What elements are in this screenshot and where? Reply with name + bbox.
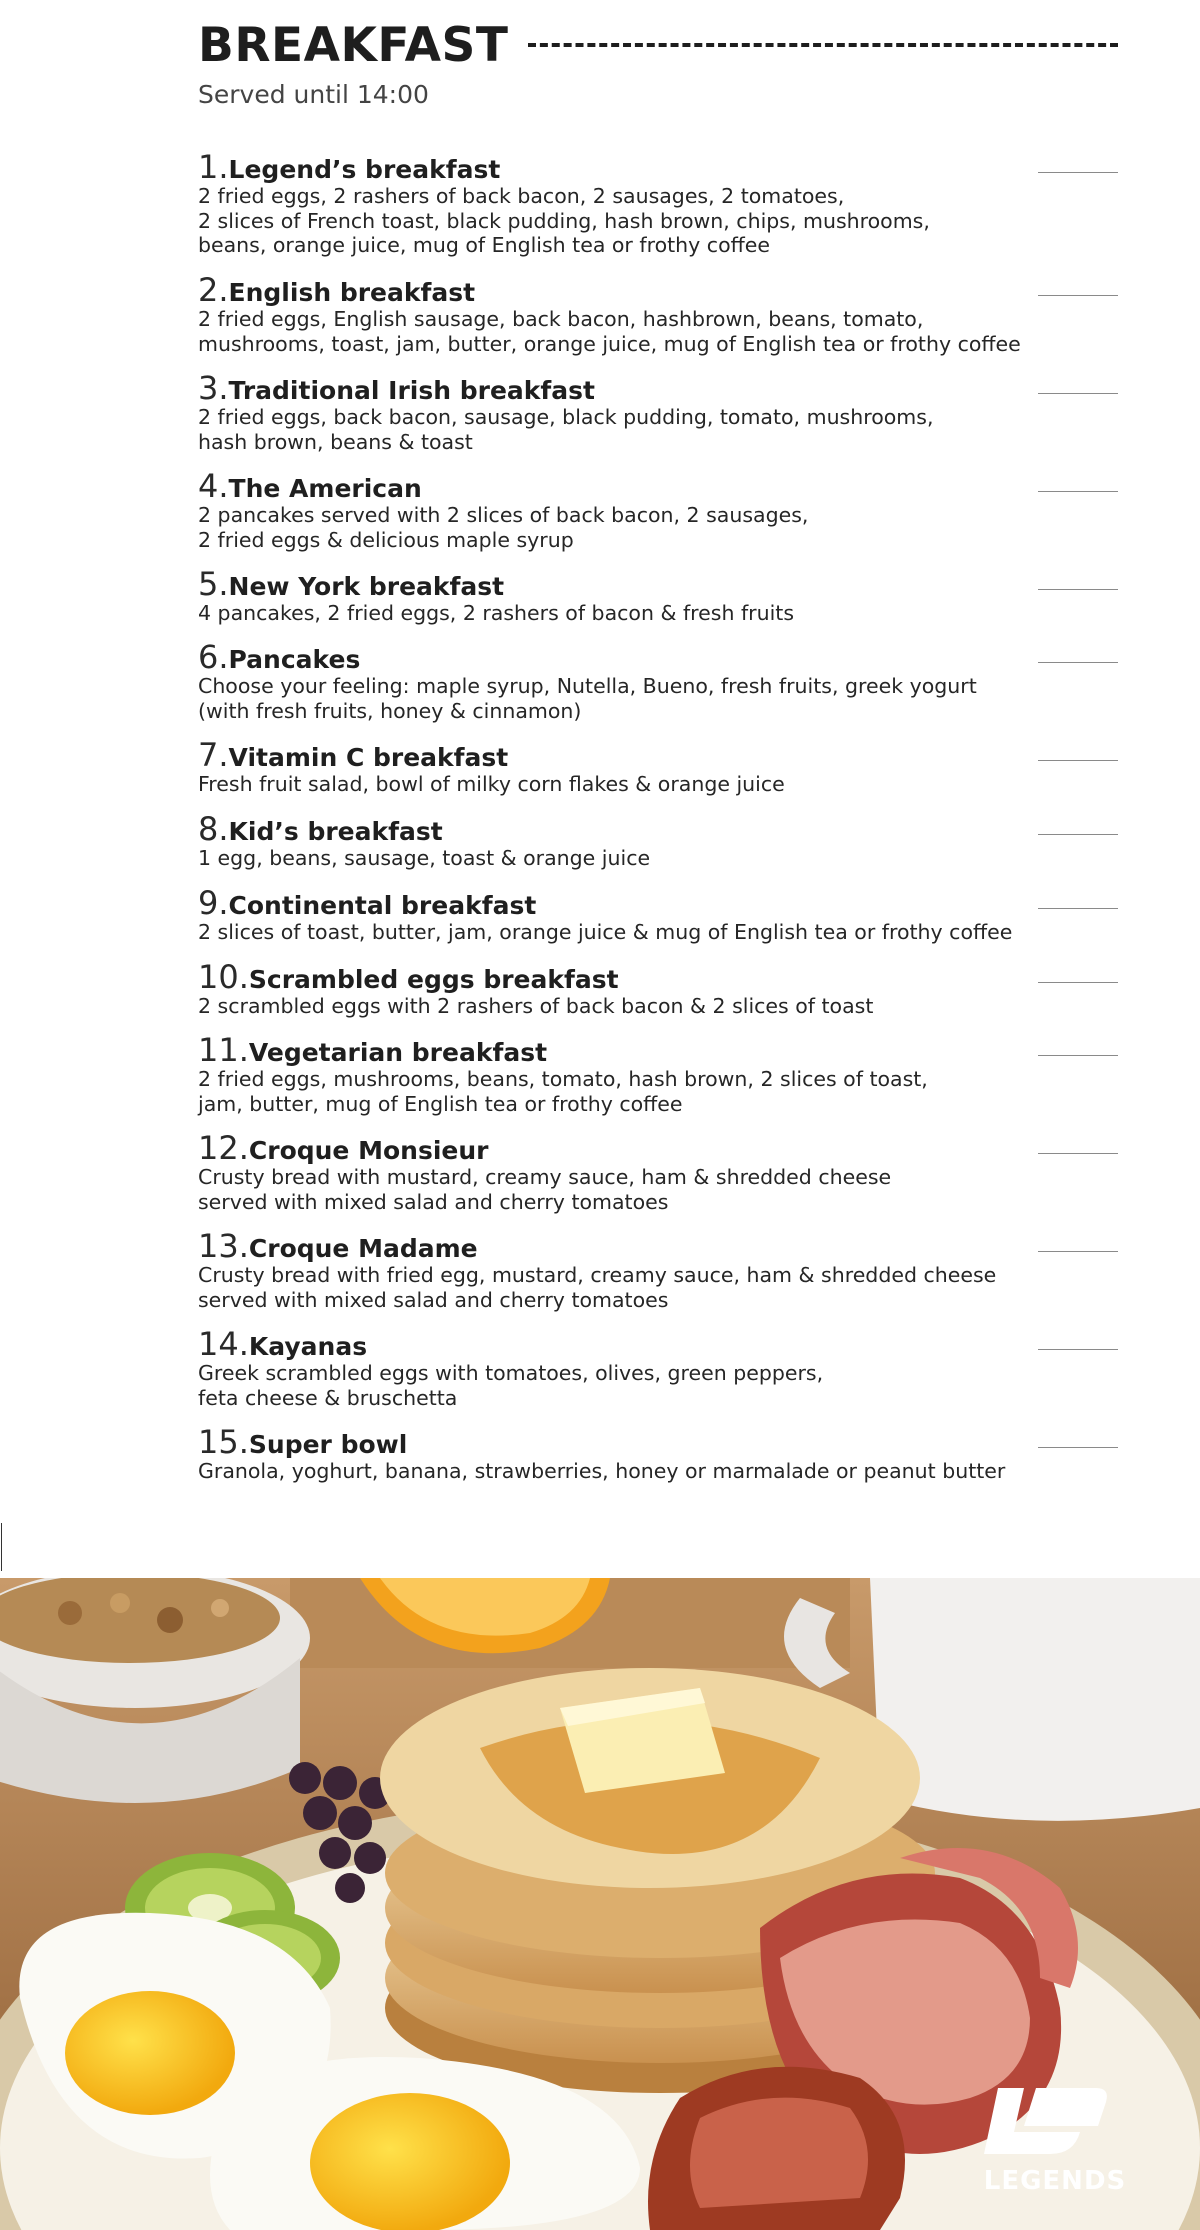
menu-item <box>198 271 1118 356</box>
text-cursor <box>1 1523 2 1571</box>
item-number: 3. <box>198 369 229 407</box>
item-number: 15. <box>198 1423 249 1461</box>
item-description: 2 slices of toast, butter, jam, orange juice & mug of English tea or frothy coffee <box>198 920 1013 944</box>
price-line <box>1038 1055 1118 1056</box>
price-line <box>1038 295 1118 296</box>
menu-item <box>198 148 1118 258</box>
menu-item <box>198 565 1118 626</box>
price-line <box>1038 834 1118 835</box>
item-number: 10. <box>198 958 249 996</box>
item-name: Kayanas <box>248 1332 368 1361</box>
item-description: 2 pancakes served with 2 slices of back bacon, 2 sausages, 2 fried eggs & delicious maple syrup <box>198 503 809 552</box>
item-name: Continental breakfast <box>228 891 537 920</box>
price-line <box>1038 662 1118 663</box>
price-line <box>1038 760 1118 761</box>
legends-logo-mark <box>980 2080 1110 2162</box>
item-description: Granola, yoghurt, banana, strawberries, honey or marmalade or peanut butter <box>198 1459 1006 1483</box>
item-name: Super bowl <box>248 1430 408 1459</box>
price-line <box>1038 1251 1118 1252</box>
page-title: BREAKFAST <box>198 17 509 73</box>
menu-item <box>198 1227 1118 1312</box>
item-name: Pancakes <box>228 645 361 674</box>
legends-logo <box>980 2080 1130 2196</box>
item-description: 4 pancakes, 2 fried eggs, 2 rashers of bacon & fresh fruits <box>198 601 795 625</box>
item-description: Greek scrambled eggs with tomatoes, olives, green peppers, feta cheese & bruschetta <box>198 1361 824 1410</box>
item-number: 14. <box>198 1325 249 1363</box>
price-line <box>1038 982 1118 983</box>
item-description: Choose your feeling: maple syrup, Nutella, Bueno, fresh fruits, greek yogurt (with fresh fruits, honey & cinnamon) <box>198 674 977 723</box>
item-number: 13. <box>198 1227 249 1265</box>
price-line <box>1038 491 1118 492</box>
item-name: Scrambled eggs breakfast <box>248 965 619 994</box>
item-description: 2 scrambled eggs with 2 rashers of back bacon & 2 slices of toast <box>198 994 874 1018</box>
item-name: The American <box>228 474 422 503</box>
item-description: 2 fried eggs, 2 rashers of back bacon, 2 sausages, 2 tomatoes, 2 slices of French toast, black pudding, hash brown, chips, mushrooms, beans, orange juice, mug of English tea or frothy coffee <box>198 184 930 257</box>
price-line <box>1038 172 1118 173</box>
item-description: 2 fried eggs, back bacon, sausage, black pudding, tomato, mushrooms, hash brown, beans & toast <box>198 405 934 454</box>
item-name: Croque Madame <box>248 1234 478 1263</box>
menu-item <box>198 1129 1118 1214</box>
item-number: 2. <box>198 271 229 309</box>
breakfast-photo <box>0 1578 1200 2230</box>
item-number: 11. <box>198 1031 249 1069</box>
item-name: Vegetarian breakfast <box>248 1038 548 1067</box>
item-number: 6. <box>198 638 229 676</box>
item-name: Kid’s breakfast <box>228 817 443 846</box>
item-number: 7. <box>198 736 229 774</box>
price-line <box>1038 1349 1118 1350</box>
item-name: Croque Monsieur <box>248 1136 489 1165</box>
item-name: English breakfast <box>228 278 476 307</box>
menu-header <box>198 18 1118 109</box>
item-number: 9. <box>198 884 229 922</box>
menu-item <box>198 884 1118 945</box>
price-line <box>1038 1447 1118 1448</box>
menu-item <box>198 736 1118 797</box>
item-number: 4. <box>198 467 229 505</box>
menu-item <box>198 1031 1118 1116</box>
item-name: Vitamin C breakfast <box>228 743 509 772</box>
item-number: 1. <box>198 148 229 186</box>
item-description: 1 egg, beans, sausage, toast & orange juice <box>198 846 651 870</box>
menu-item <box>198 638 1118 723</box>
menu-item <box>198 369 1118 454</box>
title-dashed-rule <box>528 43 1118 47</box>
price-line <box>1038 1153 1118 1154</box>
served-until-note: Served until 14:00 <box>198 80 429 109</box>
price-line <box>1038 908 1118 909</box>
menu-item <box>198 958 1118 1019</box>
item-name: New York breakfast <box>228 572 505 601</box>
price-line <box>1038 589 1118 590</box>
item-number: 12. <box>198 1129 249 1167</box>
menu-item <box>198 467 1118 552</box>
item-number: 8. <box>198 810 229 848</box>
title-row <box>198 18 1118 72</box>
item-description: 2 fried eggs, English sausage, back bacon, hashbrown, beans, tomato, mushrooms, toast, jam, butter, orange juice, mug of English tea or frothy coffee <box>198 307 1021 356</box>
menu-item <box>198 1423 1118 1484</box>
item-name: Traditional Irish breakfast <box>228 376 595 405</box>
item-name: Legend’s breakfast <box>228 155 501 184</box>
item-description: Crusty bread with fried egg, mustard, creamy sauce, ham & shredded cheese served with mixed salad and cherry tomatoes <box>198 1263 997 1312</box>
price-line <box>1038 393 1118 394</box>
item-description: 2 fried eggs, mushrooms, beans, tomato, hash brown, 2 slices of toast, jam, butter, mug of English tea or frothy coffee <box>198 1067 928 1116</box>
menu-item <box>198 1325 1118 1410</box>
item-number: 5. <box>198 565 229 603</box>
menu-item <box>198 810 1118 871</box>
item-description: Fresh fruit salad, bowl of milky corn flakes & orange juice <box>198 772 785 796</box>
item-description: Crusty bread with mustard, creamy sauce, ham & shredded cheese served with mixed salad and cherry tomatoes <box>198 1165 892 1214</box>
logo-text: LEGENDS <box>983 2166 1127 2196</box>
